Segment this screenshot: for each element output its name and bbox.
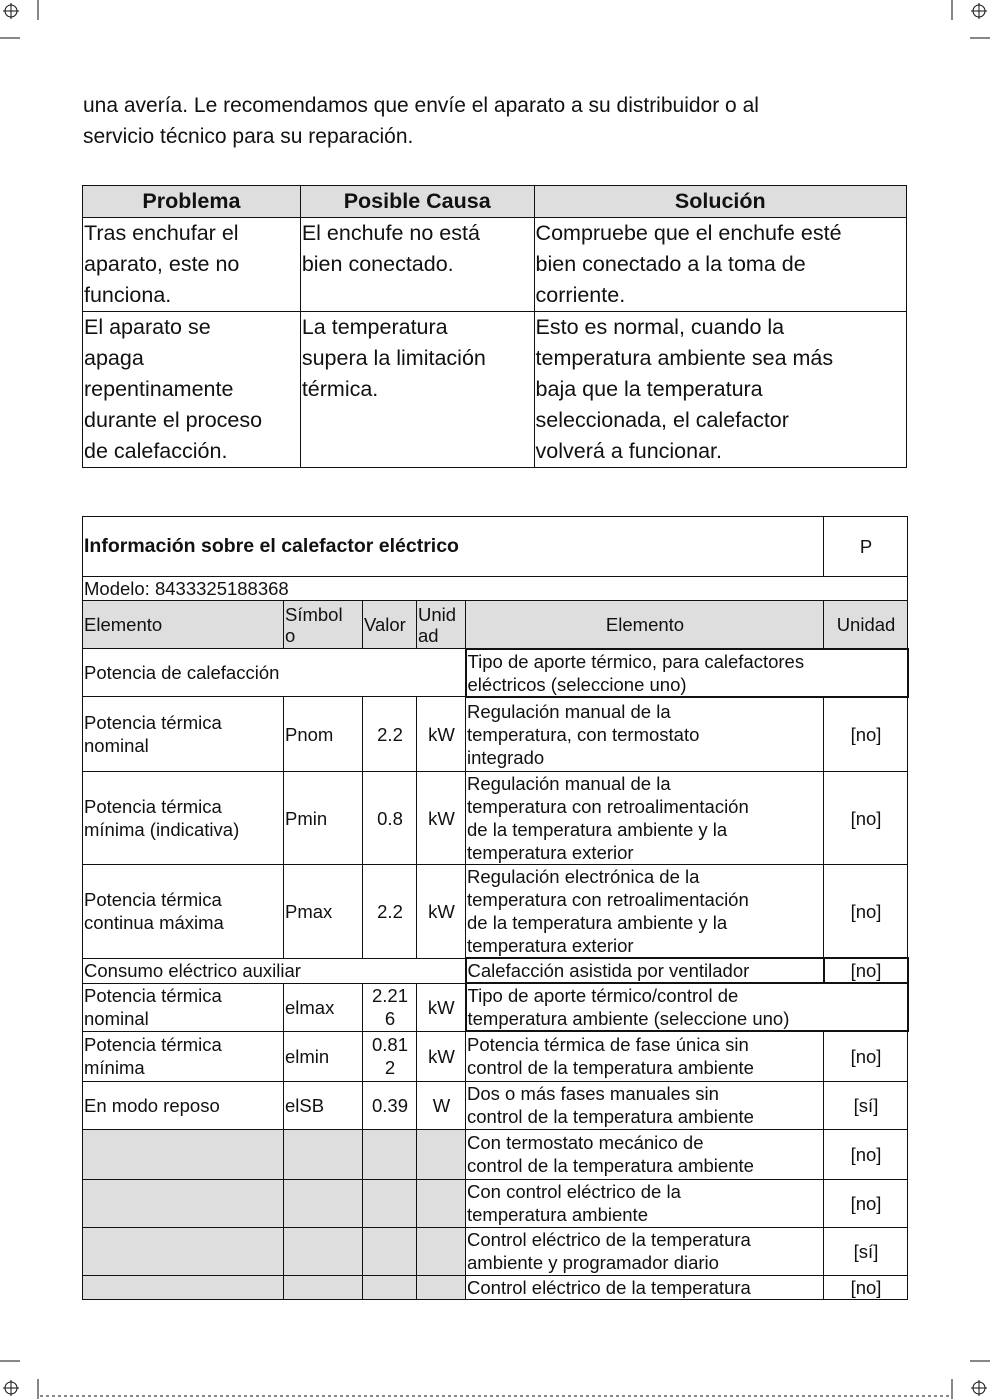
empty-cell (284, 1227, 363, 1275)
cell-line: corriente. (535, 283, 626, 307)
cell-line: control de la temperatura ambiente (467, 1106, 754, 1127)
intro-line: una avería. Le recomendamos que envíe el aparato a su distribuidor o al (83, 94, 759, 117)
row-unit: W (417, 1081, 466, 1129)
cell-line: Potencia térmica (84, 1034, 222, 1055)
right-value: [no] (824, 1031, 908, 1081)
cell-line: Tras enchufar el (84, 221, 239, 245)
section-row (83, 649, 908, 697)
cell-line: Regulación manual de la (467, 773, 671, 794)
row-symbol: Pnom (284, 697, 363, 772)
cell-line: durante el proceso (84, 408, 263, 432)
cell-line: La temperatura (301, 315, 448, 339)
empty-cell (284, 1275, 363, 1299)
cell-line: temperatura ambiente sea más (535, 346, 834, 370)
table-row (83, 983, 908, 1031)
cell-line: nominal (84, 1008, 149, 1029)
right-label (466, 1179, 824, 1227)
heater-info-table (82, 516, 909, 1300)
table-row (83, 1227, 908, 1275)
cell-line: El enchufe no está (301, 221, 480, 245)
table-row (83, 1275, 908, 1299)
right-value: [sí] (824, 1081, 908, 1129)
cell-line: o (285, 624, 296, 646)
cell-line: Con termostato mecánico de (467, 1132, 704, 1153)
table-row (83, 865, 908, 959)
header-elemento: Elemento (83, 601, 284, 649)
row-value: 2.2 (363, 697, 417, 772)
right-value: [no] (824, 772, 908, 865)
cell-line: 6 (384, 1008, 396, 1029)
right-value: [no] (824, 1179, 908, 1227)
cause-cell (300, 312, 534, 468)
empty-cell (417, 1275, 466, 1299)
cell-line: bien conectado. (301, 252, 454, 276)
right-value: [no] (824, 865, 908, 959)
empty-cell (284, 1179, 363, 1227)
right-value: [no] (824, 697, 908, 772)
header-valor: Valor (363, 601, 417, 649)
empty-cell (284, 1129, 363, 1179)
info-title-right: P (824, 517, 908, 577)
cell-line: volverá a funcionar. (535, 439, 722, 463)
cell-line: control de la temperatura ambiente (467, 1057, 754, 1079)
problem-cell (83, 312, 301, 468)
empty-cell (83, 1227, 284, 1275)
cell-line: 2 (384, 1057, 396, 1078)
row-unit: kW (417, 865, 466, 959)
empty-cell (363, 1179, 417, 1227)
header-simbolo (284, 601, 363, 649)
cell-line: integrado (467, 746, 545, 768)
troubleshooting-table (82, 185, 907, 468)
table-header-row (83, 186, 907, 218)
row-label: En modo reposo (83, 1081, 284, 1129)
cell-line: continua máxima (84, 912, 224, 934)
right-label (466, 1129, 824, 1179)
cell-line: Tipo de aporte térmico/control de (467, 985, 739, 1006)
cell-line: térmica. (301, 377, 379, 401)
empty-cell (83, 1179, 284, 1227)
header-cause: Posible Causa (300, 186, 534, 218)
cell-line: de la temperatura ambiente y la (467, 912, 728, 933)
cell-line: mínima (indicativa) (84, 819, 240, 840)
cell-line: supera la limitación (301, 346, 486, 370)
cell-line: Control eléctrico de la temperatura (467, 1229, 751, 1250)
right-label: Control eléctrico de la temperatura (466, 1275, 824, 1299)
cell-line: temperatura exterior (467, 935, 634, 956)
cell-line: mínima (84, 1057, 145, 1078)
row-value (363, 983, 417, 1031)
info-title-row (83, 517, 908, 577)
cell-line: Potencia térmica (84, 712, 222, 733)
cell-line: bien conectado a la toma de (535, 252, 806, 276)
row-label (83, 1031, 284, 1081)
cell-line: temperatura exterior (467, 842, 634, 863)
cell-line: Con control eléctrico de la (467, 1181, 681, 1202)
row-value: 0.39 (363, 1081, 417, 1129)
fan-label: Calefacción asistida por ventilador (466, 958, 824, 983)
fan-value: [no] (824, 958, 908, 983)
cell-line: de calefacción. (84, 439, 228, 463)
row-label (83, 983, 284, 1031)
cell-line: Potencia térmica (84, 985, 222, 1006)
table-row (83, 1031, 908, 1081)
cell-line: Compruebe que el enchufe esté (535, 221, 842, 245)
empty-cell (417, 1179, 466, 1227)
row-label (83, 865, 284, 959)
row-label (83, 697, 284, 772)
row-unit: kW (417, 697, 466, 772)
problem-cell (83, 218, 301, 312)
cell-line: Regulación manual de la (467, 700, 671, 722)
row-value: 0.8 (363, 772, 417, 865)
table-row (83, 697, 908, 772)
cell-line: Potencia térmica (84, 889, 222, 911)
cell-line: temperatura ambiente (seleccione uno) (467, 1008, 790, 1029)
table-row (83, 1081, 908, 1129)
cell-line: Potencia térmica de fase única sin (467, 1034, 749, 1056)
header-solution: Solución (534, 186, 906, 218)
solution-cell (534, 218, 906, 312)
row-symbol: elmax (284, 983, 363, 1031)
cell-line: control de la temperatura ambiente (467, 1155, 754, 1176)
cell-line: aparato, este no (84, 252, 240, 276)
right-label (466, 772, 824, 865)
right-label (466, 697, 824, 772)
row-unit: kW (417, 1031, 466, 1081)
right-value: [no] (824, 1275, 908, 1299)
table-row (83, 772, 908, 865)
table-row (83, 1129, 908, 1179)
cell-line: baja que la temperatura (535, 377, 763, 401)
intro-line: servicio técnico para su reparación. (83, 125, 414, 148)
cell-line: Esto es normal, cuando la (535, 315, 785, 339)
header-unidad: Unidad (824, 601, 908, 649)
table-row (83, 312, 907, 468)
cell-line: funciona. (84, 283, 172, 307)
right-label (466, 1031, 824, 1081)
row-unit: kW (417, 983, 466, 1031)
row-symbol: Pmax (284, 865, 363, 959)
row-value (363, 1031, 417, 1081)
cell-line: apaga (84, 346, 144, 370)
cell-line: 0.81 (371, 1034, 408, 1055)
row-symbol: elmin (284, 1031, 363, 1081)
cell-line: eléctricos (seleccione uno) (467, 673, 687, 695)
cell-line: Regulación electrónica de la (467, 866, 700, 887)
right-value: [no] (824, 1129, 908, 1179)
cell-line: repentinamente (84, 377, 234, 401)
cell-line: temperatura, con termostato (467, 723, 700, 745)
right-value: [sí] (824, 1227, 908, 1275)
cell-line: 2.21 (371, 985, 408, 1006)
cell-line: seleccionada, el calefactor (535, 408, 789, 432)
table-row (83, 958, 908, 983)
cell-line: ad (418, 624, 439, 646)
table-row (83, 1179, 908, 1227)
row-label (83, 772, 284, 865)
row-symbol: Pmin (284, 772, 363, 865)
cell-line: Símbol (285, 603, 343, 625)
row-value: 2.2 (363, 865, 417, 959)
model-label: Modelo: 8433325188368 (83, 577, 908, 601)
empty-cell (417, 1129, 466, 1179)
cell-line: Tipo de aporte térmico, para calefactores (467, 650, 805, 672)
section-aux: Consumo eléctrico auxiliar (83, 958, 466, 983)
solution-cell (534, 312, 906, 468)
cell-line: Potencia térmica (84, 796, 222, 817)
section-heat-output: Potencia de calefacción (83, 649, 466, 697)
cell-line: de la temperatura ambiente y la (467, 819, 728, 840)
cell-line: temperatura ambiente (467, 1204, 648, 1225)
right-label (466, 1081, 824, 1129)
cause-cell (300, 218, 534, 312)
cell-line: ambiente y programador diario (467, 1252, 719, 1273)
cell-line: nominal (84, 735, 149, 756)
cell-line: Dos o más fases manuales sin (467, 1083, 719, 1104)
empty-cell (363, 1129, 417, 1179)
model-row (83, 577, 908, 601)
empty-cell (363, 1275, 417, 1299)
row-unit: kW (417, 772, 466, 865)
empty-cell (83, 1275, 284, 1299)
table-row (83, 218, 907, 312)
empty-cell (417, 1227, 466, 1275)
cell-line: temperatura con retroalimentación (467, 889, 749, 910)
right-label (466, 1227, 824, 1275)
right-label (466, 865, 824, 959)
header-unidad-short (417, 601, 466, 649)
empty-cell (83, 1129, 284, 1179)
cell-line: Unid (418, 603, 457, 625)
section-heat-input (466, 649, 908, 697)
section-control (466, 983, 908, 1031)
row-symbol: elSB (284, 1081, 363, 1129)
intro-paragraph (83, 90, 903, 152)
info-header-row (83, 601, 908, 649)
cell-line: El aparato se (84, 315, 211, 339)
header-elemento-2: Elemento (466, 601, 824, 649)
empty-cell (363, 1227, 417, 1275)
info-title: Información sobre el calefactor eléctrico (83, 517, 824, 577)
header-problem: Problema (83, 186, 301, 218)
cell-line: temperatura con retroalimentación (467, 796, 749, 817)
